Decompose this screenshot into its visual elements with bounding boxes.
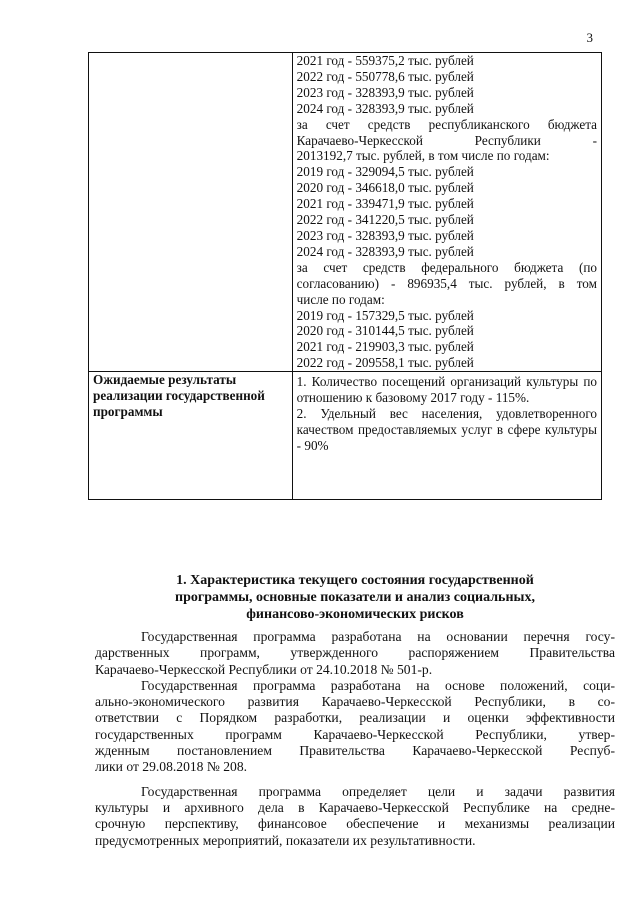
- page-number: 3: [586, 30, 593, 45]
- republic-budget-intro: за счет средств республиканского бюджета: [296, 116, 597, 132]
- paragraph-line: дарственных программ, утвержденного распоряжением Правительства: [95, 645, 615, 661]
- section-title-line: 1. Характеристика текущего состояния государственной: [176, 573, 534, 588]
- federal-budget-intro: числе по годам:: [296, 291, 385, 307]
- paragraph-line: Государственная программа разработана на основании перечня госу-: [141, 629, 615, 644]
- results-value-cell: [292, 372, 601, 500]
- federal-budget-year: 2022 год - 209558,1 тыс. рублей: [296, 355, 474, 371]
- paragraph-line: Карачаево-Черкесской Республики от 24.10.2018 № 501-р.: [95, 661, 433, 677]
- funding-row: [89, 53, 602, 372]
- section-title: [95, 572, 615, 623]
- republic-budget-intro: 2013192,7 тыс. рублей, в том числе по годам:: [296, 148, 550, 164]
- paragraph-1: [95, 629, 615, 678]
- funding-line: 2023 год - 328393,9 тыс. рублей: [296, 84, 474, 100]
- republic-budget-year: 2022 год - 341220,5 тыс. рублей: [296, 212, 474, 228]
- paragraph-line: предусмотренных мероприятий, показатели их результативности.: [95, 832, 476, 848]
- paragraph-line: Государственная программа разработана на основе положений, соци-: [141, 677, 615, 693]
- republic-budget-intro: Карачаево-Черкесской Республики -: [296, 132, 597, 148]
- section-title-line: финансово-экономических рисков: [246, 607, 464, 622]
- funding-line: 2024 год - 328393,9 тыс. рублей: [296, 100, 474, 116]
- republic-budget-year: 2020 год - 346618,0 тыс. рублей: [296, 180, 474, 196]
- republic-budget-year: 2024 год - 328393,9 тыс. рублей: [296, 243, 474, 259]
- paragraph-line: Государственная программа определяет цели и задачи развития: [141, 783, 615, 799]
- funding-line: 2021 год - 559375,2 тыс. рублей: [296, 53, 474, 68]
- result-item: 2. Удельный вес населения, удовлетворенного качеством предоставляемых услуг в сфере культуры - 90%: [296, 405, 597, 453]
- republic-budget-year: 2021 год - 339471,9 тыс. рублей: [296, 196, 474, 212]
- paragraph-line: ответствии с Порядком разработки, реализации и оценки эффективности: [95, 710, 615, 726]
- paragraph-line: срочную перспективу, финансовое обеспечение и механизмы реализации: [95, 816, 615, 832]
- federal-budget-year: 2021 год - 219903,3 тыс. рублей: [296, 339, 474, 355]
- program-passport-table: [88, 52, 602, 500]
- paragraph-3: [95, 784, 615, 849]
- result-item: 1. Количество посещений организаций культуры по отношению к базовому 2017 году - 115%.: [296, 374, 597, 406]
- results-label: Ожидаемые результаты реализации государственной программы: [89, 372, 293, 500]
- paragraph-line: ально-экономического развития Карачаево-Черкесской Республики, в со-: [95, 694, 615, 710]
- section-characteristics: [95, 572, 615, 849]
- republic-budget-year: 2019 год - 329094,5 тыс. рублей: [296, 164, 474, 180]
- federal-budget-intro: согласованию) - 896935,4 тыс. рублей, в том: [296, 275, 597, 291]
- federal-budget-intro: за счет средств федерального бюджета (по: [296, 259, 597, 275]
- section-title-line: программы, основные показатели и анализ социальных,: [175, 590, 535, 605]
- funding-label-cell: [89, 53, 293, 372]
- paragraph-line: культуры и архивного дела в Карачаево-Черкесской Республике на средне-: [95, 799, 615, 815]
- funding-value-cell: [292, 53, 601, 372]
- paragraph-line: лики от 29.08.2018 № 208.: [95, 759, 248, 775]
- republic-budget-year: 2023 год - 328393,9 тыс. рублей: [296, 227, 474, 243]
- funding-line: 2022 год - 550778,6 тыс. рублей: [296, 68, 474, 84]
- paragraph-2: [95, 678, 615, 776]
- paragraph-gap: [95, 776, 615, 784]
- paragraph-line: жденным постановлением Правительства Карачаево-Черкесской Респуб-: [95, 743, 615, 759]
- paragraph-line: государственных программ Карачаево-Черкесской Республики, утвер-: [95, 726, 615, 742]
- federal-budget-year: 2019 год - 157329,5 тыс. рублей: [296, 307, 474, 323]
- results-row: [89, 372, 602, 500]
- federal-budget-year: 2020 год - 310144,5 тыс. рублей: [296, 323, 474, 339]
